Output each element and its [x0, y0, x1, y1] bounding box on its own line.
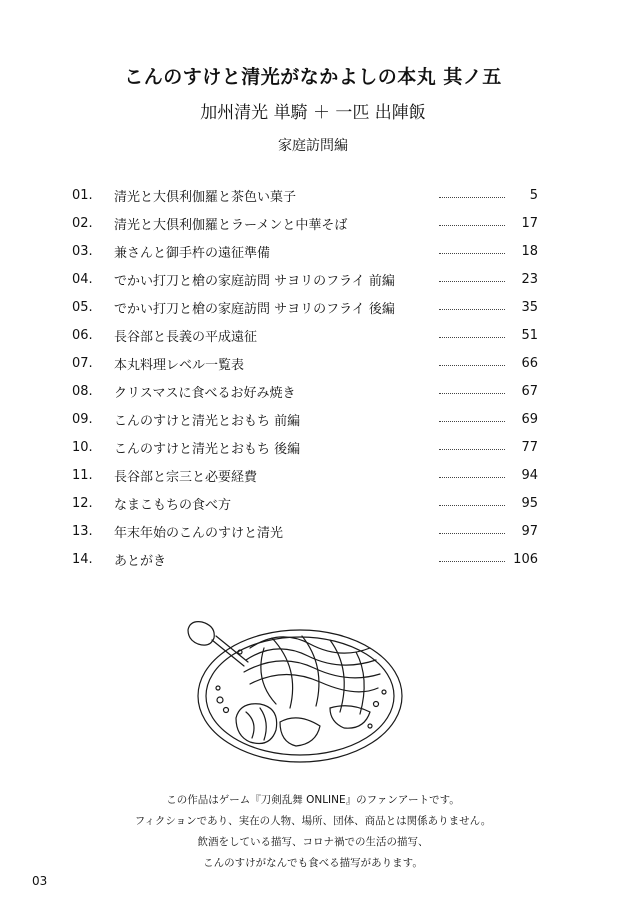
- toc-number: 11.: [72, 467, 93, 483]
- toc-leader: [439, 561, 505, 562]
- toc-entry: [72, 489, 538, 517]
- toc-leader: [439, 421, 505, 422]
- toc-title: でかい打刀と槍の家庭訪問 サヨリのフライ 前編: [114, 273, 395, 289]
- toc-page: 66: [521, 355, 538, 371]
- toc-number: 07.: [72, 355, 93, 371]
- toc-entry: [72, 321, 538, 349]
- toc-entry: [72, 433, 538, 461]
- toc-title: 兼さんと御手杵の遠征準備: [114, 245, 271, 261]
- notice-line: こんのすけがなんでも食べる描写があります。: [203, 857, 423, 869]
- toc-entry: [72, 349, 538, 377]
- toc-leader: [439, 365, 505, 366]
- toc-entry: [72, 461, 538, 489]
- toc-page: 69: [521, 411, 538, 427]
- toc-title: 清光と大倶利伽羅と茶色い菓子: [114, 189, 297, 205]
- toc-number: 13.: [72, 523, 93, 539]
- toc-page: 106: [513, 551, 538, 567]
- toc-leader: [439, 253, 505, 254]
- toc-number: 01.: [72, 187, 93, 203]
- toc-title: 長谷部と宗三と必要経費: [114, 469, 258, 485]
- toc-leader: [439, 449, 505, 450]
- toc-leader: [439, 225, 505, 226]
- toc-title: でかい打刀と槍の家庭訪問 サヨリのフライ 後編: [114, 301, 395, 317]
- toc-page: 97: [521, 523, 538, 539]
- toc-number: 02.: [72, 215, 93, 231]
- toc-number: 08.: [72, 383, 93, 399]
- toc-number: 12.: [72, 495, 93, 511]
- toc-entry: [72, 545, 538, 573]
- toc-entry: [72, 517, 538, 545]
- toc-number: 10.: [72, 439, 93, 455]
- toc-page: 18: [521, 243, 538, 259]
- volume-label: 家庭訪問編: [278, 138, 348, 154]
- page-subtitle: 加州清光 単騎 ＋ 一匹 出陣飯: [200, 103, 426, 123]
- toc-entry: [72, 209, 538, 237]
- toc-page: 23: [521, 271, 538, 287]
- toc-page: 17: [521, 215, 538, 231]
- toc-page: 51: [521, 327, 538, 343]
- toc-title: こんのすけと清光とおもち 後編: [114, 441, 301, 457]
- toc-leader: [439, 505, 505, 506]
- toc-entry: [72, 265, 538, 293]
- toc-page: 94: [521, 467, 538, 483]
- toc-title: 年末年始のこんのすけと清光: [114, 525, 284, 541]
- toc-number: 14.: [72, 551, 93, 567]
- toc-entry: [72, 377, 538, 405]
- ramen-bowl-illustration: [180, 608, 410, 768]
- toc-number: 05.: [72, 299, 93, 315]
- toc-entry: [72, 237, 538, 265]
- toc-title: 清光と大倶利伽羅とラーメンと中華そば: [114, 217, 348, 233]
- toc-entry: [72, 405, 538, 433]
- toc-leader: [439, 309, 505, 310]
- toc-leader: [439, 281, 505, 282]
- toc-entry: [72, 293, 538, 321]
- toc-title: なまこもちの食べ方: [114, 497, 232, 513]
- toc-title: クリスマスに食べるお好み焼き: [114, 385, 296, 401]
- toc-leader: [439, 477, 505, 478]
- disclaimer-notice: [0, 790, 626, 874]
- notice-line: フィクションであり、実在の人物、場所、団体、商品とは関係ありません。: [134, 815, 492, 827]
- toc-number: 09.: [72, 411, 93, 427]
- toc-leader: [439, 393, 505, 394]
- toc-title: こんのすけと清光とおもち 前編: [114, 413, 301, 429]
- notice-line: この作品はゲーム『刀剣乱舞 ONLINE』のファンアートです。: [166, 794, 460, 806]
- toc-number: 03.: [72, 243, 93, 259]
- toc-page: 35: [521, 299, 538, 315]
- toc-page: 95: [521, 495, 538, 511]
- notice-line: 飲酒をしている描写、コロナ禍での生活の描写、: [197, 836, 429, 848]
- toc-number: 06.: [72, 327, 93, 343]
- toc-title: 本丸料理レベル一覧表: [114, 357, 245, 373]
- page-title: こんのすけと清光がなかよしの本丸 其ノ五: [124, 66, 502, 88]
- toc-page: 5: [529, 187, 538, 203]
- toc-leader: [439, 197, 505, 198]
- toc-leader: [439, 533, 505, 534]
- table-of-contents: [72, 181, 538, 573]
- toc-page: 67: [521, 383, 538, 399]
- toc-number: 04.: [72, 271, 93, 287]
- toc-title: 長谷部と長義の平成遠征: [114, 329, 258, 345]
- page-number: 03: [32, 874, 48, 888]
- toc-leader: [439, 337, 505, 338]
- toc-entry: [72, 181, 538, 209]
- toc-title: あとがき: [114, 553, 167, 569]
- toc-page: 77: [521, 439, 538, 455]
